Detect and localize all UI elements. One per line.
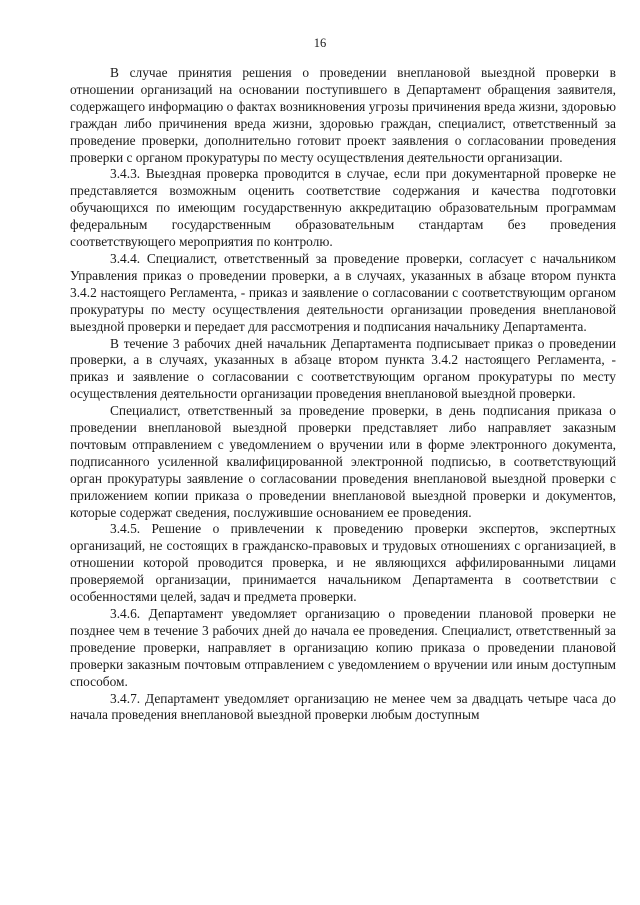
paragraph-prosecutor-application: Специалист, ответственный за проведение проверки, в день подписания приказа о проведении внеплановой выездной проверки представляет либо направляет заказным почтовым отправлением с уведомлением о вручении или в форме электронного документа, подписанного усиленной квалифицированной электронной подписью, в соответствующий орган прокуратуры заявление о согласовании проведения внеплановой выездной проверки с приложением копии приказа о проведении внеплановой выездной проверки и документов, которые содержат сведения, послужившие основанием ее проведения. xyxy=(70,403,616,520)
paragraph-3-4-6: 3.4.6. Департамент уведомляет организацию о проведении плановой проверки не позднее чем в течение 3 рабочих дней до начала ее проведения. Специалист, ответственный за проведение проверки, направляет в организацию копию приказа о проведении плановой проверки заказным почтовым отправлением с уведомлением о вручении или иным доступным способом. xyxy=(70,606,616,689)
paragraph-3-4-3: 3.4.3. Выездная проверка проводится в случае, если при документарной проверке не представляется возможным оценить соответствие содержания и качества подготовки обучающихся по имеющим государственную аккредитацию образовательным программам федеральным государственным образовательным стандартам без проведения соответствующего мероприятия по контролю. xyxy=(70,166,616,250)
paragraph-3-4-7: 3.4.7. Департамент уведомляет организацию не менее чем за двадцать четыре часа до начала проведения внеплановой выездной проверки любым доступным xyxy=(70,690,616,723)
document-body xyxy=(70,65,616,724)
page-number: 16 xyxy=(313,36,327,50)
paragraph-3-4-4: 3.4.4. Специалист, ответственный за проведение проверки, согласует с начальником Управления приказ о проведении проверки, а в случаях, указанных в абзаце втором пункта 3.4.2 настоящего Регламента, - приказ и заявление о согласовании с соответствующим органом прокуратуры по месту осуществления деятельности организации проведения внеплановой выездной проверки и передает для рассмотрения и подписания начальнику Департамента. xyxy=(70,250,616,334)
paragraph-signing-order: В течение 3 рабочих дней начальник Департамента подписывает приказ о проведении проверки, а в случаях, указанных в абзаце втором пункта 3.4.2 настоящего Регламента, - приказ и заявление о согласовании с соответствующим органом прокуратуры по месту осуществления деятельности организации проведения внеплановой выездной проверки. xyxy=(70,335,616,402)
paragraph-emergency-inspection-application: В случае принятия решения о проведении внеплановой выездной проверки в отношении организаций на основании поступившего в Департамент обращения заявителя, содержащего информацию о фактах возникновения угрозы причинения вреда жизни, здоровью граждан либо причинения вреда жизни, здоровью граждан, специалист, ответственный за проведение проверки, дополнительно готовит проект заявления о согласовании проведения проверки с органом прокуратуры по месту осуществления деятельности организации. xyxy=(70,65,616,165)
paragraph-3-4-5: 3.4.5. Решение о привлечении к проведению проверки экспертов, экспертных организаций, не состоящих в гражданско-правовых и трудовых отношениях с организацией, в отношении которой проводится проверка, и не являющихся аффилированными лицами проверяемой организации, принимается начальником Департамента в соответствии с особенностями целей, задач и предмета проверки. xyxy=(70,521,616,605)
